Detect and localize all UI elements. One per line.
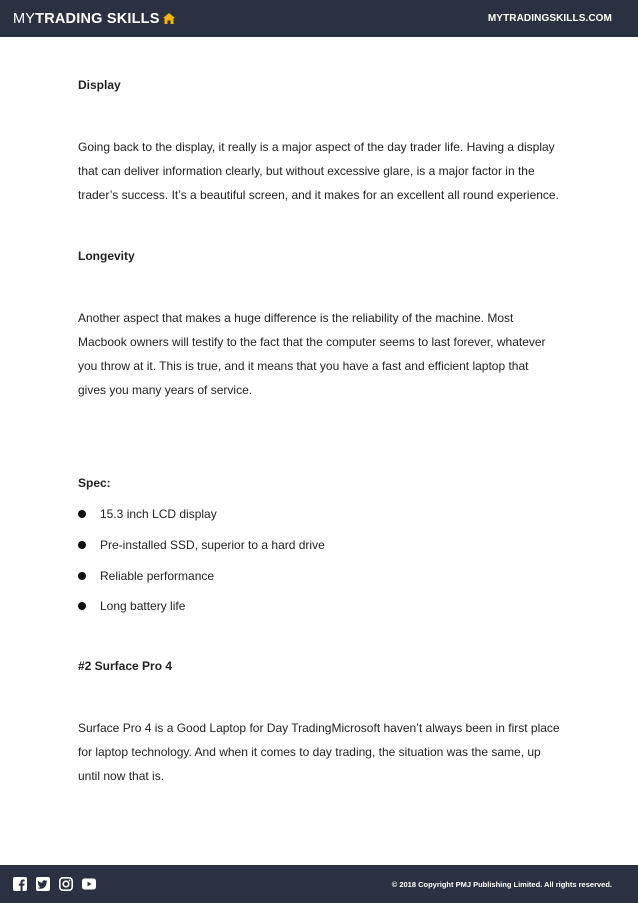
list-item-text: Reliable performance — [100, 569, 215, 583]
facebook-icon[interactable] — [13, 877, 27, 891]
list-item-text: 15.3 inch LCD display — [100, 507, 217, 521]
display-heading: Display — [78, 78, 121, 92]
longevity-paragraph-line: Macbook owners will testify to the fact that the computer seems to last forever, whatever — [78, 335, 546, 349]
logo-text-thin: MY — [13, 10, 36, 27]
page-header — [0, 0, 638, 37]
surface-paragraph-line: Surface Pro 4 is a Good Laptop for Day TradingMicrosoft haven’t always been in first place — [78, 721, 560, 735]
list-item-text: Pre-installed SSD, superior to a hard drive — [100, 538, 325, 552]
copyright-notice: © 2018 Copyright PMJ Publishing Limited. All rights reserved. — [391, 879, 612, 889]
brand-logo[interactable] — [13, 11, 175, 27]
longevity-paragraph-line: gives you many years of service. — [78, 383, 253, 397]
page-footer — [0, 865, 638, 903]
display-paragraph-line: trader’s success. It’s a beautiful screen, and it makes for an excellent all round experience. — [78, 188, 559, 202]
list-item-text: Long battery life — [100, 599, 186, 613]
instagram-icon[interactable] — [59, 877, 73, 891]
bullet-dot-icon — [78, 572, 86, 580]
youtube-icon[interactable] — [82, 877, 96, 891]
display-paragraph-line: that can deliver information clearly, but without excessive glare, is a major factor in the — [78, 164, 535, 178]
spec-heading: Spec: — [78, 476, 111, 490]
bullet-dot-icon — [78, 510, 86, 518]
surface-paragraph-line: for laptop technology. And when it comes to day trading, the situation was the same, up — [78, 745, 541, 759]
site-url[interactable]: MYTRADINGSKILLS.COM — [487, 13, 612, 24]
longevity-heading: Longevity — [78, 249, 135, 263]
longevity-paragraph-line: you throw at it. This is true, and it means that you have a fast and efficient laptop that — [78, 359, 529, 373]
twitter-icon[interactable] — [36, 877, 50, 891]
surface-paragraph-line: until now that is. — [78, 769, 165, 783]
longevity-paragraph-line: Another aspect that makes a huge difference is the reliability of the machine. Most — [78, 311, 514, 325]
bullet-dot-icon — [78, 602, 86, 610]
display-paragraph-line: Going back to the display, it really is a major aspect of the day trader life. Having a display — [78, 140, 555, 154]
social-links — [13, 877, 96, 891]
house-icon — [163, 13, 175, 24]
bullet-dot-icon — [78, 541, 86, 549]
surface-heading: #2 Surface Pro 4 — [78, 659, 173, 673]
logo-text-bold: TRADING SKILLS — [35, 10, 160, 27]
